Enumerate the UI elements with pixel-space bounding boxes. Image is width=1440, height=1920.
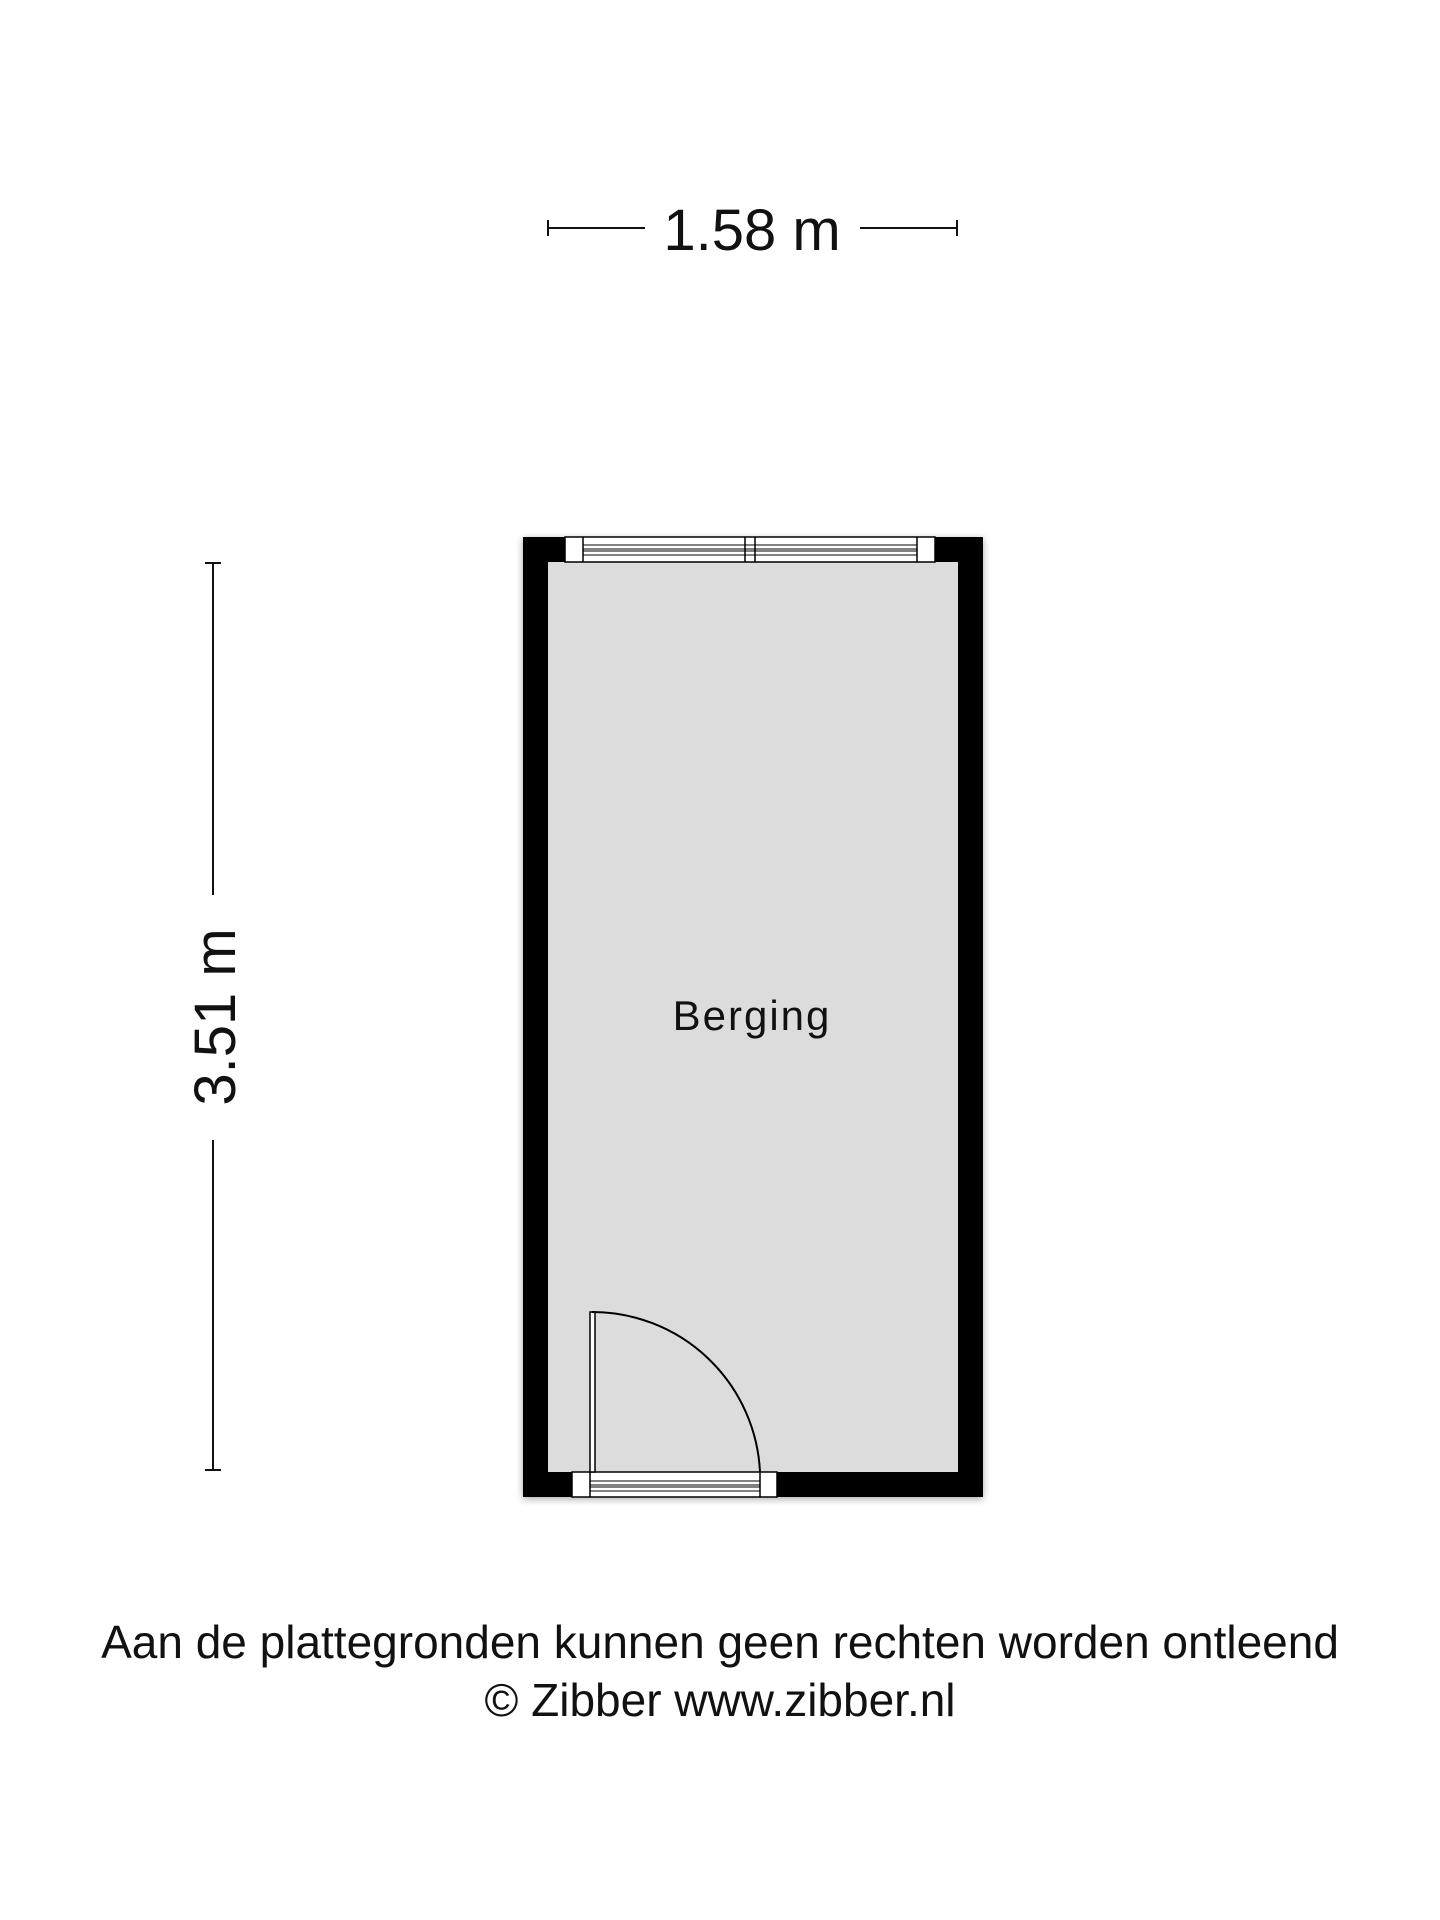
height-label: 3.51 m [183,928,248,1106]
width-label: 1.58 m [663,198,841,263]
window-top [565,537,935,562]
disclaimer-text: Aan de plattegronden kunnen geen rechten worden ontleend [101,1616,1339,1668]
room-label: Berging [672,992,832,1039]
width-dimension [548,198,957,263]
copyright-text: © Zibber www.zibber.nl [484,1674,956,1726]
height-dimension [183,563,248,1470]
door-opening [572,1472,777,1497]
